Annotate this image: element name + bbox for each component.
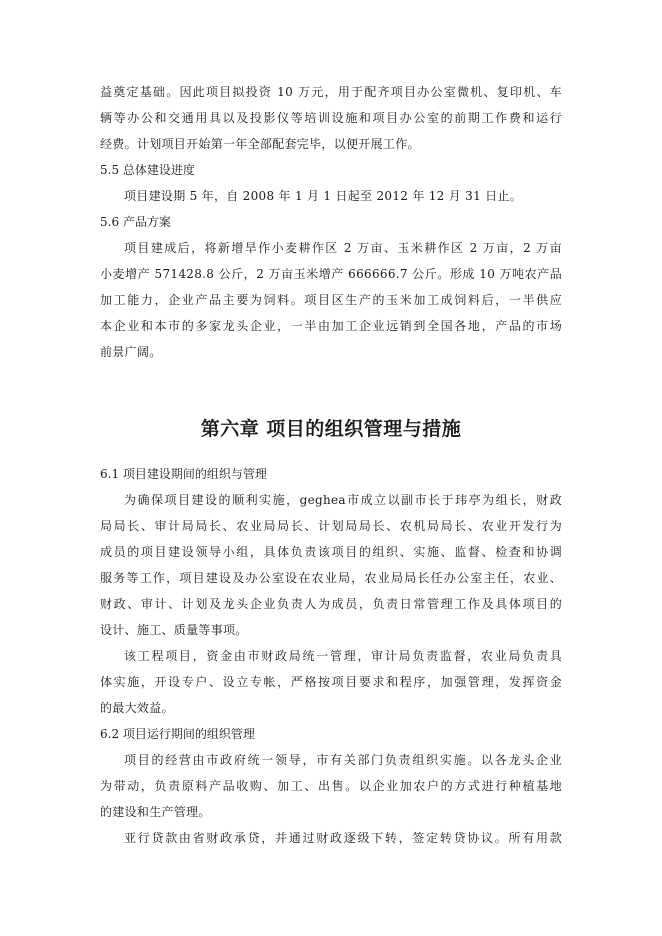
paragraph-line: 小麦增产 571428.8 公斤，2 万亩玉米增产 666666.7 公斤。形成 10 万吨农产品 [100,267,562,281]
paragraph-line: 项目的经营由市政府统一领导，市有关部门负责组织实施。以各龙头企业 [124,753,562,767]
section-heading-5-6: 5.6 产品方案 [100,215,171,229]
paragraph-line: 服务等工作，项目建设及办公室设在农业局，农业局局长任办公室主任，农业、 [100,571,562,585]
paragraph-line: 该工程项目，资金由市财政局统一管理，审计局负责监督，农业局负责具 [124,649,562,663]
paragraph-line: 的建设和生产管理。 [100,805,211,819]
paragraph-line: 的最大效益。 [100,701,174,715]
paragraph-line: 财政、审计、计划及龙头企业负责人为成员，负责日常管理工作及具体项目的 [100,597,562,611]
chapter-title: 第六章 项目的组织管理与措施 [200,418,462,440]
paragraph-line: 项目建成后，将新增旱作小麦耕作区 2 万亩、玉米耕作区 2 万亩，2 万亩 [124,241,562,255]
paragraph-line: 为带动，负责原料产品收购、加工、出售。以企业加农户的方式进行种植基地 [100,779,562,793]
paragraph-line: 加工能力，企业产品主要为饲料。项目区生产的玉米加工成饲料后，一半供应 [100,293,562,307]
paragraph-line: 项目建设期 5 年，自 2008 年 1 月 1 日起至 2012 年 12 月 31 日止。 [124,189,523,203]
section-heading-5-5: 5.5 总体建设进度 [100,163,195,177]
paragraph-line: 设计、施工、质量等事项。 [100,623,248,637]
paragraph-line: 经费。计划项目开始第一年全部配套完毕，以便开展工作。 [100,137,420,151]
paragraph-line: 亚行贷款由省财政承贷，并通过财政逐级下转，签定转贷协议。所有用款 [124,831,562,845]
paragraph-line: 成员的项目建设领导小组，具体负责该项目的组织、实施、监督、检查和协调 [100,545,562,559]
section-heading-6-1: 6.1 项目建设期间的组织与管理 [100,467,267,481]
paragraph-line: 体实施，开设专户、设立专帐，严格按项目要求和程序，加强管理，发挥资金 [100,675,562,689]
paragraph-line: 前景广阔。 [100,345,162,359]
paragraph-line: 本企业和本市的多家龙头企业，一半由加工企业远销到全国各地，产品的市场 [100,319,562,333]
paragraph-line: 辆等办公和交通用具以及投影仪等培训设施和项目办公室的前期工作费和运行 [100,111,562,125]
paragraph-line: 益奠定基础。因此项目拟投资 10 万元，用于配齐项目办公室微机、复印机、车 [100,85,562,99]
section-heading-6-2: 6.2 项目运行期间的组织管理 [100,727,255,741]
paragraph-line: 局局长、审计局局长、农业局局长、计划局局长、农机局局长、农业开发行为 [100,519,562,533]
paragraph-line: 为确保项目建设的顺利实施，geghea市成立以副市长于玮亭为组长，财政 [124,493,562,507]
